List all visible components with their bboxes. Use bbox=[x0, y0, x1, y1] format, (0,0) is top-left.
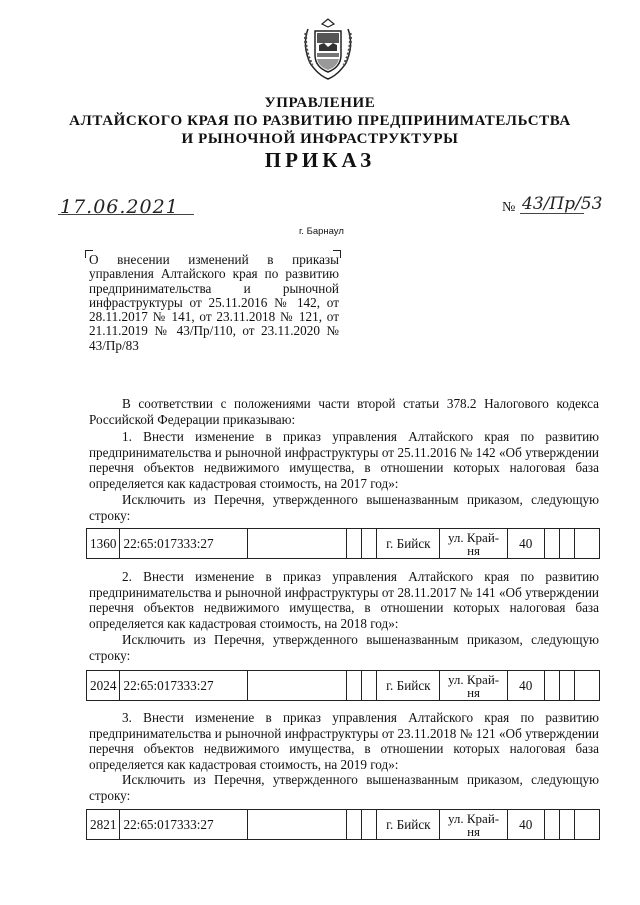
item-1-paragraph: 1. Внести изменение в приказ управления Алтайского края по развитию предпринимательства и рыночной инфраструктуры от 25.11.2016 № 142 «Об утверждении перечня объектов недвижимого имущества, в отношении которых налоговая база определяется как кадастровая стоимость, на 2017 год»: bbox=[89, 429, 599, 491]
empty-cell bbox=[574, 529, 599, 559]
empty-cell bbox=[544, 529, 559, 559]
row-number: 2821 bbox=[87, 810, 120, 840]
cadastral-number: 22:65:017333:27 bbox=[120, 529, 247, 559]
street-cell: ул. Край-ня bbox=[440, 529, 507, 559]
empty-cell bbox=[544, 810, 559, 840]
house-cell: 40 bbox=[507, 810, 544, 840]
cadastral-number: 22:65:017333:27 bbox=[120, 810, 247, 840]
street-cell: ул. Край-ня bbox=[440, 810, 507, 840]
empty-cell bbox=[574, 810, 599, 840]
excluded-row-table-2 bbox=[86, 670, 600, 701]
empty-cell bbox=[347, 529, 362, 559]
exclude-2-paragraph: Исключить из Перечня, утвержденного вышеназванным приказом, следующую строку: bbox=[89, 632, 599, 663]
empty-cell bbox=[559, 671, 574, 701]
handwritten-date: 17.06.2021 bbox=[60, 196, 179, 218]
item-2-paragraph: 2. Внести изменение в приказ управления Алтайского края по развитию предпринимательства и рыночной инфраструктуры от 28.11.2017 № 141 «Об утверждении перечня объектов недвижимого имущества, в отношении которых налоговая база определяется как кадастровая стоимость, на 2018 год»: bbox=[89, 569, 599, 631]
empty-cell bbox=[347, 671, 362, 701]
city-label: г. Барнаул bbox=[299, 226, 344, 237]
exclude-1-paragraph: Исключить из Перечня, утвержденного вышеназванным приказом, следующую строку: bbox=[89, 492, 599, 523]
house-cell: 40 bbox=[507, 529, 544, 559]
table-row bbox=[87, 529, 600, 559]
row-number: 2024 bbox=[87, 671, 120, 701]
org-name-line-2: АЛТАЙСКОГО КРАЯ ПО РАЗВИТИЮ ПРЕДПРИНИМАТЕЛЬСТВА bbox=[69, 113, 571, 129]
item-3-paragraph: 3. Внести изменение в приказ управления Алтайского края по развитию предпринимательства и рыночной инфраструктуры от 23.11.2018 № 121 «Об утверждении перечня объектов недвижимого имущества, в отношении которых налоговая база определяется как кадастровая стоимость, на 2019 год»: bbox=[89, 710, 599, 772]
empty-cell bbox=[559, 810, 574, 840]
empty-cell bbox=[347, 810, 362, 840]
coat-of-arms-emblem bbox=[300, 15, 356, 83]
table-row bbox=[87, 810, 600, 840]
house-cell: 40 bbox=[507, 671, 544, 701]
document-type-title: ПРИКАЗ bbox=[264, 148, 376, 172]
empty-cell bbox=[247, 529, 346, 559]
excluded-row-table-1 bbox=[86, 528, 600, 559]
cadastral-number: 22:65:017333:27 bbox=[120, 671, 247, 701]
empty-cell bbox=[559, 529, 574, 559]
excluded-row-table-3 bbox=[86, 809, 600, 840]
empty-cell bbox=[544, 671, 559, 701]
empty-cell bbox=[362, 529, 377, 559]
empty-cell bbox=[362, 671, 377, 701]
empty-cell bbox=[247, 671, 346, 701]
city-cell: г. Бийск bbox=[377, 529, 440, 559]
subject-text: О внесении изменений в приказы управления Алтайского края по развитию предпринимательства и рыночной инфраструктуры от 25.11.2016 № 142, от 28.11.2017 № 141, от 23.11.2018 № 121, от 21.11.2019 № 43/Пр/110, от 23.11.2020 № 43/Пр/83 bbox=[89, 252, 339, 353]
city-cell: г. Бийск bbox=[377, 810, 440, 840]
date-underline bbox=[58, 214, 194, 215]
city-cell: г. Бийск bbox=[377, 671, 440, 701]
street-cell: ул. Край-ня bbox=[440, 671, 507, 701]
row-number: 1360 bbox=[87, 529, 120, 559]
org-name-line-3: И РЫНОЧНОЙ ИНФРАСТРУКТУРЫ bbox=[181, 131, 459, 147]
empty-cell bbox=[574, 671, 599, 701]
exclude-3-paragraph: Исключить из Перечня, утвержденного вышеназванным приказом, следующую строку: bbox=[89, 772, 599, 803]
intro-paragraph: В соответствии с положениями части второй статьи 378.2 Налогового кодекса Российской Федерации приказываю: bbox=[89, 396, 599, 427]
org-name-line-1: УПРАВЛЕНИЕ bbox=[264, 95, 376, 111]
empty-cell bbox=[362, 810, 377, 840]
number-underline bbox=[520, 213, 584, 214]
table-row bbox=[87, 671, 600, 701]
number-label: № bbox=[502, 200, 516, 215]
handwritten-number: 43/Пр/53 bbox=[522, 194, 603, 214]
empty-cell bbox=[247, 810, 346, 840]
